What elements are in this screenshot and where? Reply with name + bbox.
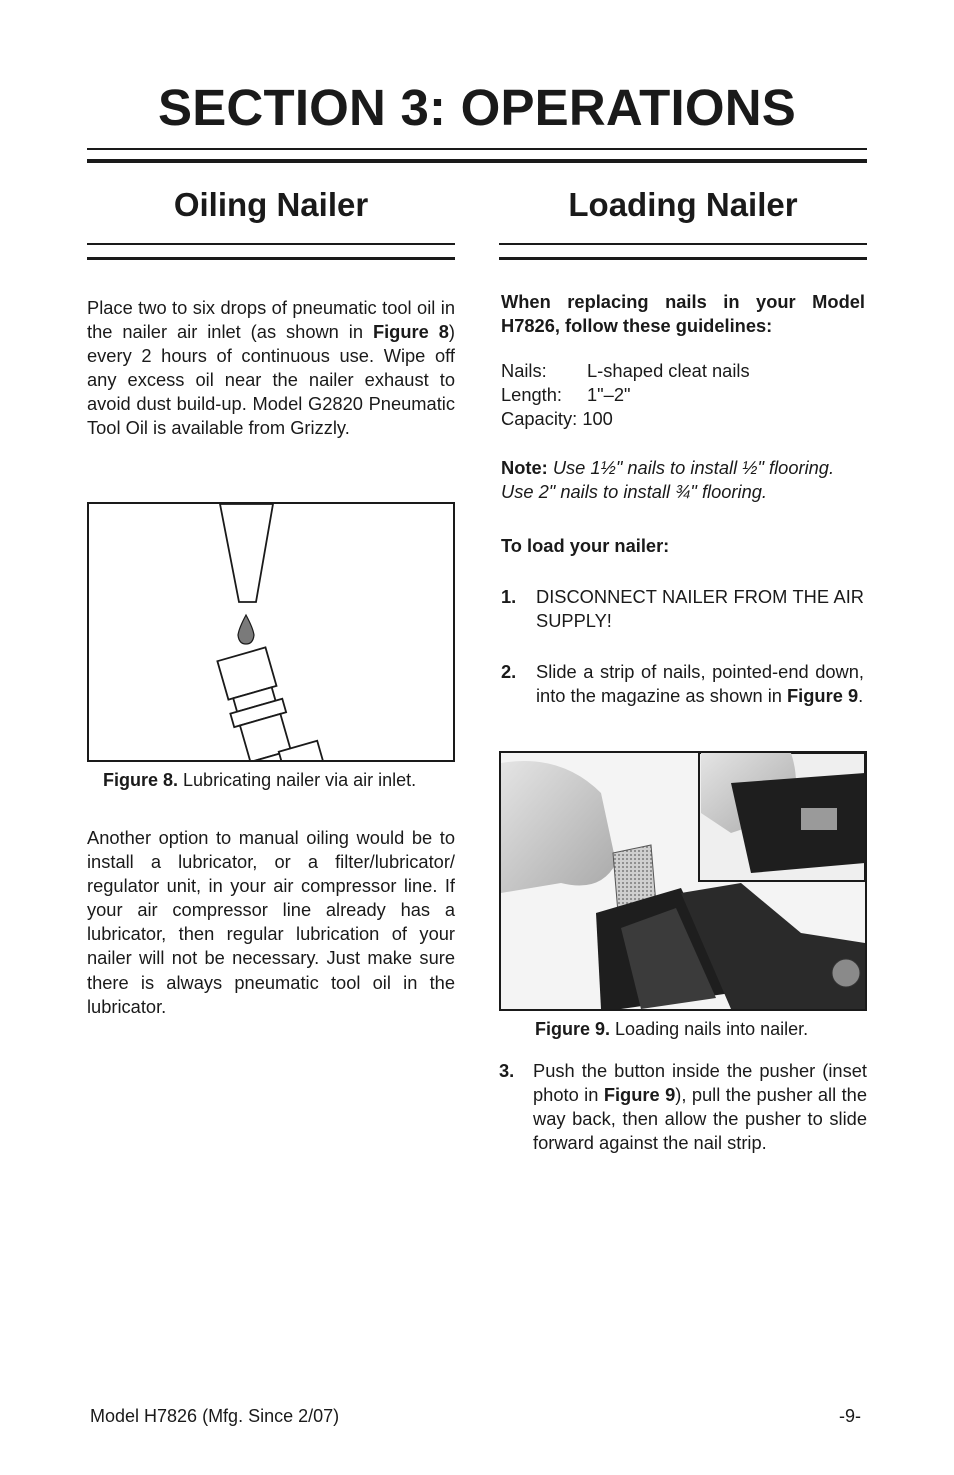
oiling-heading-rule-bottom [87, 257, 455, 260]
spec-length: Length: 1"–2" [501, 384, 631, 405]
title-rule-thick [87, 159, 867, 163]
figure-9-reference-step-3: Figure 9 [603, 1084, 676, 1106]
figure-8-caption: Figure 8. Lubricating nailer via air inlet. [103, 770, 417, 790]
footer-model: Model H7826 (Mfg. Since 2/07) [90, 1406, 340, 1426]
loading-nailer-heading: Loading Nailer [568, 186, 798, 223]
oiling-nailer-heading: Oiling Nailer [173, 186, 369, 223]
figure-8-reference: Figure 8 [372, 321, 449, 343]
page-title: SECTION 3: OPERATIONS [158, 79, 796, 136]
loading-heading-rule-bottom [499, 257, 867, 260]
spec-nails: Nails: L-shaped cleat nails [501, 360, 750, 381]
load-nailer-subheading: To load your nailer: [501, 535, 670, 556]
oil-drop-icon [238, 615, 254, 644]
step-3-number: 3. [499, 1060, 515, 1081]
oiling-heading-rule-top [87, 243, 455, 245]
step-1-text: DISCONNECT NAILER FROM THE AIR SUPPLY! [536, 586, 864, 632]
footer-page-number: -9- [839, 1406, 861, 1426]
oiling-paragraph: Place two to six drops of pneumatic tool oil in the nailer air inlet (as shown in Figure 8) every 2 hours of continuous use. Wipe off any excess oil near the nailer exhaust to avoid dust build-up. Model G2820 Pneumatic Tool Oil is available from Grizzly. [87, 297, 455, 439]
step-2-number: 2. [501, 661, 517, 682]
figure-9-caption: Figure 9. Loading nails into nailer. [535, 1019, 809, 1039]
step-1-number: 1. [501, 586, 517, 607]
figure-9-reference: Figure 9 [787, 685, 859, 707]
lubricator-paragraph: Another option to manual oiling would be to install a lubricator, or a filter/lubricator/ regulator unit, in your air compressor line. If your air compressor line already has a lubricator, then regular lubrication of your nailer will not be necessary. Just make sure there is always pneumatic tool oil in the lubricator. [87, 827, 455, 1017]
loading-heading-rule-top [499, 243, 867, 245]
step-3-text: Push the button inside the pusher (inset photo in Figure 9), pull the pusher all the way back, then allow the pusher to slide forward against the nail strip. [533, 1060, 867, 1154]
figure-8-illustration [87, 502, 455, 762]
spec-capacity: Capacity: 100 [501, 408, 613, 429]
step-2-text: Slide a strip of nails, pointed-end down, into the magazine as shown in Figure 9. [536, 661, 864, 707]
figure-9-photo [499, 751, 867, 1011]
flooring-note: Note: Use 1½" nails to install ½" flooring. Use 2" nails to install ¾" flooring. [501, 457, 835, 503]
loading-intro: When replacing nails in your Model H7826, follow these guidelines: [501, 291, 865, 337]
title-rule-thin [87, 148, 867, 150]
loading-nails-photo-icon [501, 753, 865, 1009]
oil-bottle-and-inlet-icon [89, 504, 453, 760]
